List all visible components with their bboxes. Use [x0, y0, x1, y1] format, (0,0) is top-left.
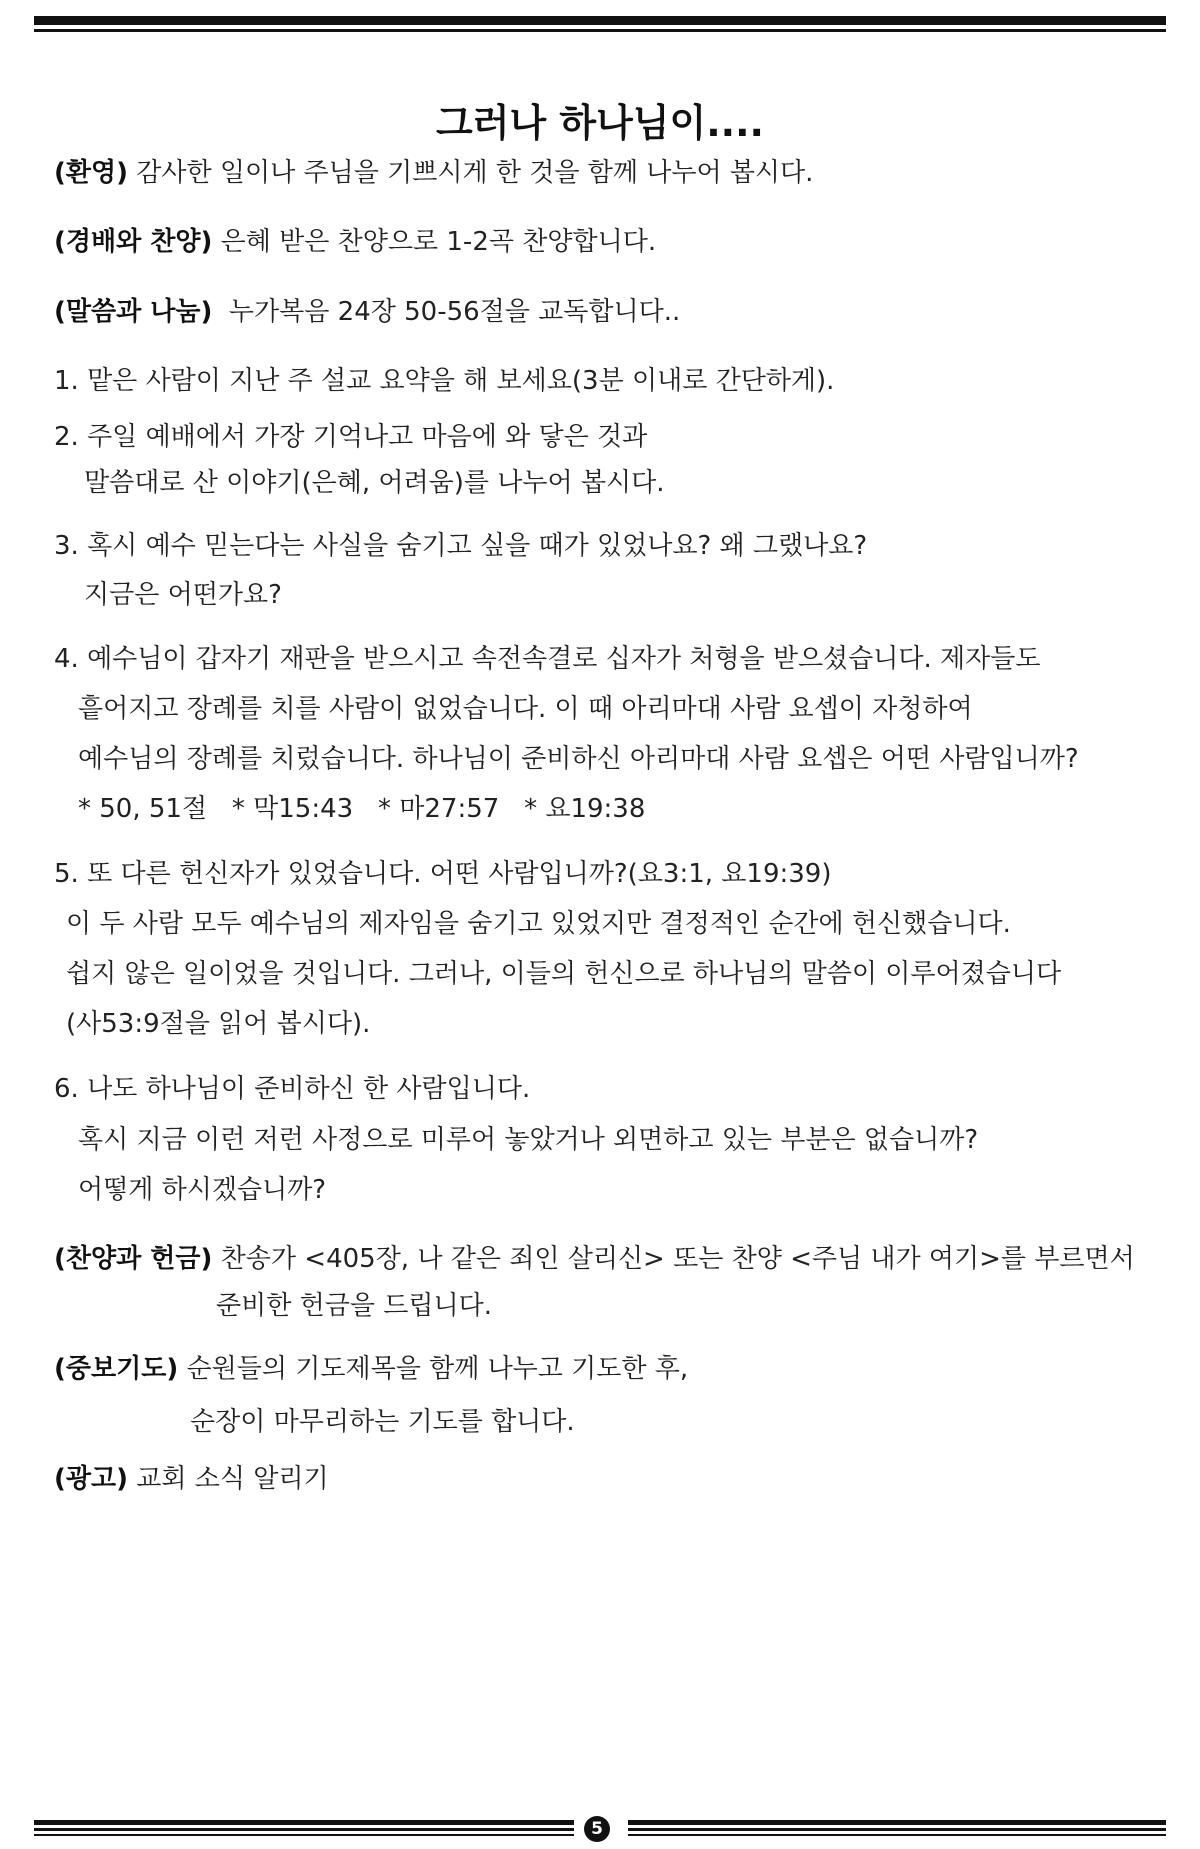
question-4-line-3: 예수님의 장례를 치렀습니다. 하나님이 준비하신 아리마대 사람 요셉은 어떤 사람입니까? — [78, 744, 1079, 774]
notice-tag: (광고) — [54, 1464, 128, 1494]
offering-line-2: 준비한 헌금을 드립니다. — [216, 1291, 492, 1321]
offering-tag: (찬양과 헌금) — [54, 1244, 213, 1274]
word-section — [54, 295, 680, 329]
word-text: 누가복음 24장 50-56절을 교독합니다.. — [212, 297, 681, 327]
question-6-line-1: 6. 나도 하나님이 준비하신 한 사람입니다. — [54, 1074, 531, 1104]
question-5-line-3: 쉽지 않은 일이었을 것입니다. 그러나, 이들의 헌신으로 하나님의 말씀이 이루어졌습니다 — [66, 959, 1062, 989]
welcome-section — [54, 156, 813, 190]
question-3-line-2: 지금은 어떤가요? — [84, 580, 282, 610]
question-2-line-1: 2. 주일 예배에서 가장 기억나고 마음에 와 닿은 것과 — [54, 422, 648, 452]
question-5-line-4: (사53:9절을 읽어 봅시다). — [66, 1009, 371, 1039]
question-3-line-1: 3. 혹시 예수 믿는다는 사실을 숨기고 싶을 때가 있었나요? 왜 그랬나요? — [54, 531, 868, 561]
page-title: 그러나 하나님이.... — [436, 101, 764, 145]
prayer-text: 순원들의 기도제목을 함께 나누고 기도한 후, — [178, 1354, 689, 1384]
prayer-section — [54, 1352, 688, 1386]
offering-text: 찬송가 <405장, 나 같은 죄인 살리신> 또는 찬양 <주님 내가 여기>를 부르면서 — [212, 1244, 1135, 1274]
offering-section — [54, 1242, 1135, 1276]
top-rule — [34, 16, 1166, 32]
question-6-line-3: 어떻게 하시겠습니까? — [78, 1175, 327, 1205]
prayer-line-2: 순장이 마무리하는 기도를 합니다. — [190, 1407, 575, 1437]
word-tag: (말씀과 나눔) — [54, 297, 213, 327]
question-6-line-2: 혹시 지금 이런 저런 사정으로 미루어 놓았거나 외면하고 있는 부분은 없습니까? — [78, 1125, 979, 1155]
worship-tag: (경배와 찬양) — [54, 227, 213, 257]
page-number-badge: 5 — [584, 1816, 610, 1842]
question-4-line-1: 4. 예수님이 갑자기 재판을 받으시고 속전속결로 십자가 처형을 받으셨습니다. 제자들도 — [54, 644, 1041, 674]
notice-text: 교회 소식 알리기 — [128, 1464, 329, 1494]
question-1: 1. 맡은 사람이 지난 주 설교 요약을 해 보세요(3분 이내로 간단하게). — [54, 366, 835, 396]
welcome-text: 감사한 일이나 주님을 기쁘시게 한 것을 함께 나누어 봅시다. — [128, 158, 814, 188]
question-5-line-1: 5. 또 다른 헌신자가 있었습니다. 어떤 사람입니까?(요3:1, 요19:39) — [54, 859, 832, 889]
question-4-line-2: 흩어지고 장례를 치를 사람이 없었습니다. 이 때 아리마대 사람 요셉이 자청하여 — [78, 694, 973, 724]
question-5-line-2: 이 두 사람 모두 예수님의 제자임을 숨기고 있었지만 결정적인 순간에 헌신했습니다. — [66, 909, 1011, 939]
question-4-references: * 50, 51절 * 막15:43 * 마27:57 * 요19:38 — [78, 794, 646, 824]
prayer-tag: (중보기도) — [54, 1354, 179, 1384]
welcome-tag: (환영) — [54, 158, 128, 188]
worship-section — [54, 225, 656, 259]
worship-text: 은혜 받은 찬양으로 1-2곡 찬양합니다. — [212, 227, 657, 257]
notice-section — [54, 1462, 329, 1496]
question-2-line-2: 말씀대로 산 이야기(은혜, 어려움)를 나누어 봅시다. — [84, 468, 665, 498]
